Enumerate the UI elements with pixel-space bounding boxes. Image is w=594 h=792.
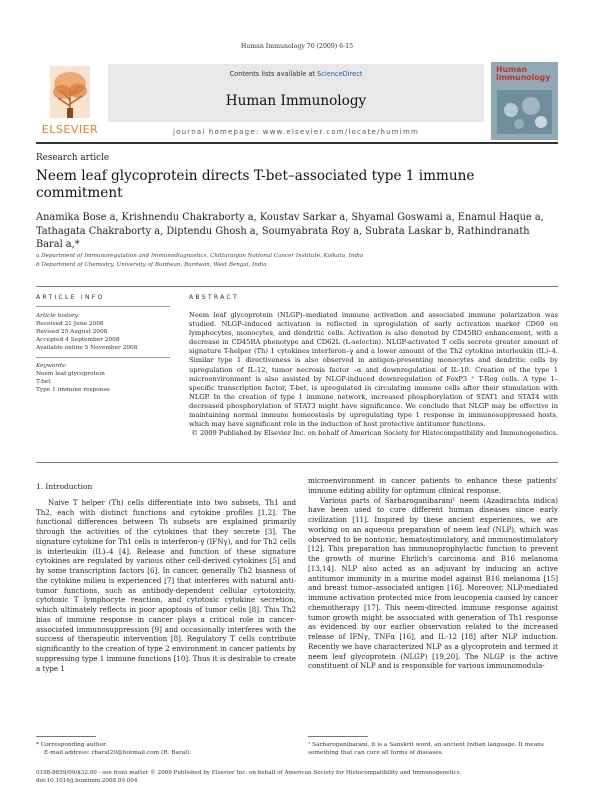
body-column-left bbox=[36, 482, 296, 673]
affiliation-a: a Department of Immunoregulation and Immunodiagnostics, Chittaranjan National Cancer Institute, Kolkata, India bbox=[36, 253, 364, 259]
footnote-rule bbox=[308, 736, 368, 737]
introduction-heading: 1. Introduction bbox=[36, 482, 93, 491]
front-matter-line: 0198-8859/09/$32.00 - see front matter © 2009 Published by Elsevier Inc. on behalf of American Society for Histocompatibility and Immunogenetics. bbox=[36, 770, 462, 776]
journal-homepage[interactable]: journal homepage: www.elsevier.com/locate/humimm bbox=[172, 128, 419, 136]
article-title: Neem leaf glycoprotein directs T-bet–associated type 1 immune commitment bbox=[36, 168, 475, 201]
abstract-body: Neem leaf glycoprotein (NLGP)–mediated immune activation and associated immune polarization was studied. NLGP–induced activation is reflected in upregulation of early activation marker CD69 on lymphocytes, monocytes, and dendritic cells. Activation is also denoted by CD45RO enhancement, with a decrease in CD45RA phenotype and CD62L (L-selectin). NLGP-activated T cells secrete greater amount of signature T-helper (Th) 1 cytokines interferon–γ and a lower amount of the Th2 cytokine interleukin (IL)–4. Similar type 1 directiveness is also observed in antigen-presenting monocytes and dendritic cells by upregulation of IL-12, tumor necrosis factor –α and downregulation of IL-10. Creation of the type 1 microenvironment is also assisted by NLGP-induced downregulation of FoxP3 ⁺ T-Reg cells. A type 1–specific transcription factor, T-bet, is upregulated in circulating immune cells after their stimulation with NLGP. In the creation of type 1 immune network, increased phosphorylation of STAT1 and STAT4 with decreased phosphorylation of STAT3 might have significance. We conclude that NLGP may be effective in maintaining normal immune homeostasis by upregulating type 1 response in immunosuppressed hosts, which may have significant role in the induction of host protective antitumor functions. bbox=[189, 311, 558, 429]
publisher-name: ELSEVIER bbox=[41, 123, 99, 136]
footnote-right bbox=[308, 736, 558, 757]
abstract-copyright: © 2009 Published by Elsevier Inc. on behalf of American Society for Histocompatibility and Immunogenetics. bbox=[191, 429, 558, 438]
cover-art bbox=[491, 62, 558, 140]
abstract-heading: ABSTRACT bbox=[189, 294, 239, 301]
issn-line bbox=[36, 770, 558, 785]
info-rule bbox=[36, 306, 170, 307]
corresponding-author-note: * Corresponding author. bbox=[36, 741, 108, 748]
keyword: Neem leaf glycoprotein bbox=[36, 371, 105, 378]
masthead-rule bbox=[36, 142, 558, 144]
introduction-paragraph-2: Various parts of Sarbaroganibarani¹ neem (Azadirachta indica) have been used to cure different human diseases since early civilization [11]. Inspired by these ancient experiences, we are working on an aqueous preparation of neem leaf (NLP), which was observed to be nontoxic, hematostimulatory, and immunostimulatory [12]. This preparation has immunoprophylactic function to prevent the growth of murine Ehrlich's carcinoma and B16 melanoma [13,14]. NLP also acted as an adjuvant by inducing an active antitumor immunity in a murine model against B16 melanoma [15] and breast tumor–associated antigen [16]. Moreover, NLP-mediated immune activation protected mice from leucopenia caused by cancer chemotherapy [17]. This neem-directed immune response against tumor growth might be associated with generation of Th1 response as evidenced by our earlier observation related to the increased release of IFNγ, TNFα [16], and IL-12 [18] after NLP induction. Recently we have characterized NLP as a glycoprotein and termed it neem leaf glycoprotein (NLGP) [19,20]. The NLGP is the active constituent of NLP and is responsible for various immunomodula- bbox=[308, 495, 558, 671]
affiliation-b: b Department of Chemistry, University of Burdwan, Burdwan, West Bengal, India bbox=[36, 262, 267, 268]
contents-line bbox=[108, 70, 484, 78]
history-received: Received 21 June 2008 bbox=[36, 320, 104, 327]
info-rule bbox=[36, 357, 170, 358]
introduction-paragraph-cont: microenvironment in cancer patients to enhance these patients' immune editing ability for optimum clinical response. bbox=[308, 476, 558, 495]
cover-title: Human Immunology bbox=[496, 65, 551, 83]
author-list: Anamika Bose a, Krishnendu Chakraborty a, Koustav Sarkar a, Shyamal Goswami a, Enamul Haque a, Tathagata Chakraborty a, Diptendu Ghosh a, Soumyabrata Roy a, Subrata Laskar b, Rathindranath Baral a,* bbox=[36, 212, 544, 250]
article-type: Research article bbox=[36, 153, 110, 163]
running-head: Human Immunology 70 (2009) 6-15 bbox=[240, 43, 354, 50]
sciencedirect-link[interactable]: ScienceDirect bbox=[317, 70, 363, 78]
article-info-heading: ARTICLE INFO bbox=[36, 294, 105, 301]
article-info bbox=[36, 294, 164, 394]
contents-prefix: Contents lists available at bbox=[229, 70, 318, 78]
history-revised: Revised 25 August 2008 bbox=[36, 328, 108, 335]
section-rule bbox=[36, 286, 558, 287]
abstract-rule bbox=[36, 462, 558, 463]
sanskrit-footnote: ¹ Sarbaroganibarani, it is a Sanskrit word, an ancient Indian language. It means something that can cure all forms of diseases. bbox=[308, 741, 544, 756]
history-online: Available online 5 November 2008 bbox=[36, 344, 138, 351]
footnote-left bbox=[36, 736, 296, 757]
introduction-paragraph: Naive T helper (Th) cells differentiate into two subsets, Th1 and Th2, each with distinct functions and cytokine profiles [1,2]. The functional differences between Th subsets are explained primarily through the activities of the cytokines that they secrete [3]. The signature cytokine for Th1 cells is interferon-γ (IFNγ), and for Th2 cells is interleukin (IL)–4 [4]. Release and function of these signature cytokines are regulated by various other cell-derived cytokines [5] and by some transcription factors [6]. In cancer, generally Th2 biasness of the cytokine milieu is experienced [7] that interferes with natural anti-tumor functions, such as antibody-dependent cellular cytotoxicity, cytotoxic T lymphocyte reaction, and cytotoxic cytokine secretion, which ultimately reflects in poor apoptosis of tumor cells [8]. This Th2 bias of immune response in cancer plays a critical role in cancer-associated immunosuppression [9] and occasionally interferes with the success of therapeutic intervention [8]. Regulatory T cells contribute significantly to the creation of type 2 environment in cancer patients by suppressing type 1 immune functions [10]. Thus it is desirable to create a type 1 bbox=[36, 497, 296, 673]
author-email: E-mail address: rbaral20@hotmail.com (R. Baral). bbox=[44, 749, 192, 756]
history-label: Article history: bbox=[36, 312, 80, 319]
body-column-right bbox=[308, 476, 558, 671]
doi-line[interactable]: doi:10.1016/j.humimm.2008.09.004 bbox=[36, 777, 138, 784]
keyword: Type 1 immune response bbox=[36, 387, 110, 394]
history-accepted: Accepted 4 September 2008 bbox=[36, 336, 120, 343]
journal-name: Human Immunology bbox=[225, 93, 367, 109]
keyword: T-bet bbox=[36, 379, 51, 386]
journal-cover-image bbox=[491, 62, 558, 140]
footnote-rule bbox=[36, 736, 96, 737]
abstract-section bbox=[189, 294, 558, 438]
keywords-label: Keywords: bbox=[36, 363, 67, 370]
